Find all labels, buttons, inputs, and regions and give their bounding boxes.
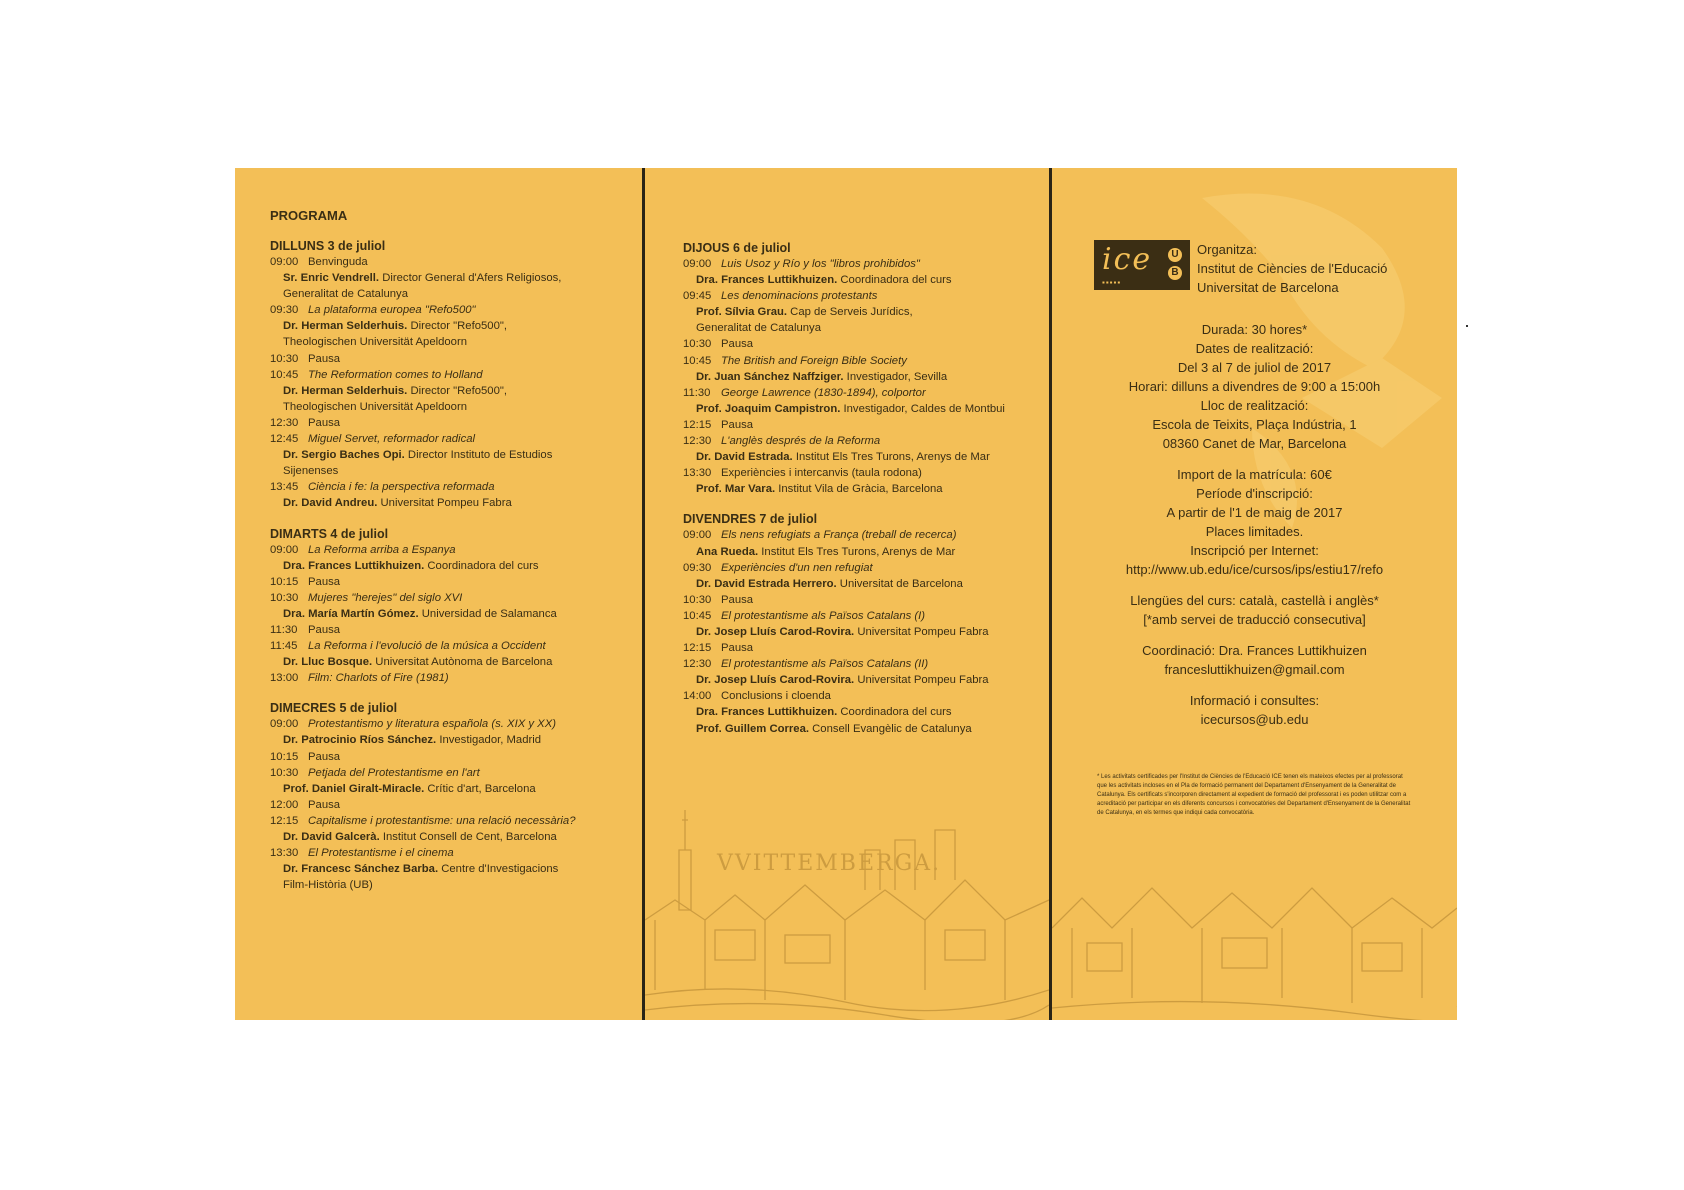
speaker-affiliation: Universitat Autònoma de Barcelona <box>372 656 553 669</box>
speaker-row <box>683 704 1049 720</box>
session-title: Capitalisme i protestantisme: una relació necessària? <box>308 814 576 827</box>
footnote: * Les activitats certificades per l'Institut de Ciències de l'Educació ICE tenen els mateixos efectes per al professorat que les activitats incloses en el Pla de formació permanent del Departament d'Ensenyament de la Generalitat de Catalunya. Els certificats s'incorporen directament al expedient de formació del professorat i es poden utilitzar com a acreditació per participar en els diferents concursos i convocatòries del Departament d'Ensenyament de la Generalitat de Catalunya, en els termes que indiqui cada convocatòria. <box>1097 774 1411 816</box>
logo-dots: ▪▪▪▪▪ <box>1102 278 1122 287</box>
session-row <box>270 797 642 813</box>
info-line: Horari: dilluns a divendres de 9:00 a 15:00h <box>1128 379 1381 394</box>
info-line: Import de la matrícula: 60€ <box>1177 467 1332 482</box>
info-line: Informació i consultes: <box>1189 693 1320 708</box>
speaker-row <box>270 334 642 350</box>
session-time: 10:45 <box>270 368 299 381</box>
speaker-name: Prof. Sílvia Grau. <box>696 306 788 319</box>
session-title: El protestantisme als Països Catalans (I) <box>721 609 926 622</box>
session-title: The Reformation comes to Holland <box>308 368 483 381</box>
session-time: 09:30 <box>270 304 299 317</box>
speaker-affiliation: Universitat de Barcelona <box>836 577 963 590</box>
session-title: El protestantisme als Països Catalans (II) <box>721 658 929 671</box>
session-title: Pausa <box>721 418 754 431</box>
speaker-name: Prof. Mar Vara. <box>696 483 776 496</box>
session-title: Pausa <box>308 750 341 763</box>
session-title: Conclusions i cloenda <box>721 690 831 703</box>
session-title: Mujeres "herejes" del siglo XVI <box>308 591 463 604</box>
spacer <box>1052 579 1457 591</box>
speaker-name: Ana Rueda. <box>696 545 759 558</box>
city-engraving <box>645 790 1049 1020</box>
speaker-name: Dra. Frances Luttikhuizen. <box>696 274 838 287</box>
session-row <box>270 431 642 447</box>
session-time: 10:15 <box>270 575 299 588</box>
session-title: La Reforma i l'evolució de la música a Occident <box>308 640 546 653</box>
university-name: Universitat de Barcelona <box>1197 280 1339 295</box>
speaker-name: Prof. Guillem Correa. <box>696 722 809 735</box>
speaker-affiliation: Universitat Pompeu Fabra <box>377 497 512 510</box>
programa-continued-content <box>645 168 1049 737</box>
speaker-row <box>683 721 1049 737</box>
speaker-name: Sr. Enric Vendrell. <box>283 272 380 285</box>
session-row <box>270 845 642 861</box>
session-row <box>270 574 642 590</box>
session-row <box>683 433 1049 449</box>
logo-ub-u: U <box>1168 248 1182 262</box>
session-time: 09:00 <box>270 256 299 268</box>
session-time: 09:00 <box>683 258 712 270</box>
session-title: Benvinguda <box>308 256 368 268</box>
info-line: Llengües del curs: català, castellà i anglès* <box>1130 593 1379 608</box>
session-title: Pausa <box>308 623 341 636</box>
speaker-row <box>270 286 642 302</box>
engraving-label: VVITTEMBERGA. <box>717 851 942 876</box>
spacer <box>1052 679 1457 691</box>
speaker-row <box>683 272 1049 288</box>
speaker-name: Dr. Juan Sánchez Naffziger. <box>696 370 844 383</box>
session-title: Pausa <box>308 416 341 429</box>
speaker-row <box>270 606 642 622</box>
session-row <box>683 560 1049 576</box>
speaker-affiliation: Sijenenses <box>283 465 339 478</box>
speaker-name: Dra. María Martín Gómez. <box>283 607 419 620</box>
speaker-affiliation: Generalitat de Catalunya <box>283 288 408 301</box>
session-title: George Lawrence (1830-1894), colportor <box>721 386 926 399</box>
speaker-row <box>270 270 642 286</box>
session-row <box>683 640 1049 656</box>
speaker-name: Dr. Herman Selderhuis. <box>283 384 408 397</box>
session-time: 09:30 <box>683 561 712 574</box>
speaker-row <box>270 463 642 479</box>
speaker-row <box>270 447 642 463</box>
speaker-name: Dr. Francesc Sánchez Barba. <box>283 863 439 876</box>
session-title: Miguel Servet, reformador radical <box>308 433 476 446</box>
session-time: 10:30 <box>270 352 299 365</box>
speaker-affiliation: Coordinadora del curs <box>837 274 952 287</box>
logo-text: ice <box>1102 242 1153 277</box>
session-row <box>270 716 642 732</box>
speaker-row <box>270 399 642 415</box>
speaker-name: Dr. Josep Lluís Carod-Rovira. <box>696 674 855 687</box>
speaker-affiliation: Investigador, Madrid <box>436 734 542 747</box>
speaker-row <box>683 624 1049 640</box>
info-line: Inscripció per Internet: <box>1190 543 1319 558</box>
session-row <box>683 385 1049 401</box>
info-line: francesluttikhuizen@gmail.com <box>1164 662 1345 677</box>
speaker-row <box>270 877 642 893</box>
session-row <box>270 590 642 606</box>
speaker-row <box>683 449 1049 465</box>
day-heading: DIJOUS 6 de juliol <box>683 241 791 255</box>
speaker-affiliation: Consell Evangèlic de Catalunya <box>809 722 972 735</box>
speaker-affiliation: Theologischen Universität Apeldoorn <box>283 336 467 349</box>
session-time: 09:00 <box>270 718 299 731</box>
institute-name: Institut de Ciències de l'Educació <box>1197 261 1388 276</box>
session-row <box>683 656 1049 672</box>
session-time: 13:30 <box>270 847 299 860</box>
session-row <box>270 765 642 781</box>
speaker-name: Dr. David Andreu. <box>283 497 378 510</box>
spacer <box>1052 629 1457 641</box>
speaker-row <box>270 654 642 670</box>
speaker-affiliation: Investigador, Sevilla <box>843 370 948 383</box>
speaker-affiliation: Universitat Pompeu Fabra <box>854 625 989 638</box>
session-row <box>270 749 642 765</box>
session-title: La Reforma arriba a Espanya <box>308 543 456 556</box>
session-title: Experiències d'un nen refugiat <box>721 561 873 574</box>
speaker-row <box>270 861 642 877</box>
session-title: La plataforma europea "Refo500" <box>308 304 476 317</box>
session-time: 09:00 <box>270 543 299 556</box>
session-row <box>270 622 642 638</box>
session-row <box>683 608 1049 624</box>
speaker-row <box>683 304 1049 320</box>
info-line: Període d'inscripció: <box>1196 486 1313 501</box>
day-heading: DIVENDRES 7 de juliol <box>683 512 818 527</box>
session-time: 11:30 <box>270 623 298 636</box>
speaker-affiliation: Institut Els Tres Turons, Arenys de Mar <box>792 451 990 464</box>
speaker-name: Dr. David Galcerà. <box>283 831 380 843</box>
speaker-name: Dr. David Estrada. <box>696 451 793 464</box>
session-row <box>270 351 642 367</box>
session-time: 10:30 <box>683 338 712 351</box>
session-time: 09:00 <box>683 529 712 542</box>
session-title: Pausa <box>721 338 754 351</box>
session-title: Pausa <box>721 642 754 655</box>
speaker-name: Prof. Daniel Giralt-Miracle. <box>283 782 425 795</box>
speaker-affiliation: Centre d'Investigacions <box>438 863 559 876</box>
speaker-name: Dra. Frances Luttikhuizen. <box>696 706 838 719</box>
session-row <box>683 527 1049 543</box>
speaker-name: Prof. Joaquim Campistron. <box>696 402 841 415</box>
session-title: Luis Usoz y Río y los "libros prohibidos" <box>721 258 920 270</box>
session-title: Les denominacions protestants <box>721 290 878 303</box>
session-row <box>683 688 1049 704</box>
session-time: 14:00 <box>683 690 712 703</box>
day-heading: DIMECRES 5 de juliol <box>270 701 398 716</box>
organizer <box>1052 240 1457 302</box>
session-time: 12:00 <box>270 798 299 811</box>
speaker-affiliation: Theologischen Universität Apeldoorn <box>283 400 467 413</box>
session-time: 12:15 <box>683 418 712 431</box>
session-title: Els nens refugiats a França (treball de recerca) <box>721 529 957 542</box>
speaker-name: Dr. Lluc Bosque. <box>283 656 373 669</box>
session-time: 11:45 <box>270 640 298 653</box>
session-row <box>683 288 1049 304</box>
speaker-affiliation: Institut Consell de Cent, Barcelona <box>379 831 557 843</box>
speaker-row <box>683 544 1049 560</box>
speaker-affiliation: Director General d'Afers Religiosos, <box>379 272 562 285</box>
session-time: 10:30 <box>683 593 712 606</box>
info-line: Escola de Teixits, Plaça Indústria, 1 <box>1152 417 1357 432</box>
info-line: Lloc de realització: <box>1200 398 1309 413</box>
session-row <box>270 813 642 829</box>
speaker-name: Dr. David Estrada Herrero. <box>696 577 837 590</box>
speaker-affiliation: Director Instituto de Estudios <box>404 449 553 462</box>
speaker-name: Dr. Josep Lluís Carod-Rovira. <box>696 625 855 638</box>
session-row <box>683 336 1049 352</box>
speaker-row <box>270 383 642 399</box>
info-line: Places limitades. <box>1205 524 1304 539</box>
session-title: Experiències i intercanvis (taula rodona) <box>721 467 922 480</box>
session-title: Protestantismo y literatura española (s. XIX y XX) <box>308 718 557 731</box>
stray-dot <box>1466 325 1468 327</box>
session-title: Ciència i fe: la perspectiva reformada <box>308 481 495 494</box>
session-row <box>270 367 642 383</box>
session-time: 10:30 <box>270 766 299 779</box>
speaker-affiliation: Universidad de Salamanca <box>418 607 557 620</box>
session-title: The British and Foreign Bible Society <box>721 354 907 367</box>
panel-programa-continued <box>645 168 1049 1020</box>
session-title: Pausa <box>308 575 341 588</box>
session-time: 12:15 <box>683 642 712 655</box>
session-title: L'anglès després de la Reforma <box>721 435 881 448</box>
info-line: [*amb servei de traducció consecutiva] <box>1143 612 1366 627</box>
session-title: Film: Charlots of Fire (1981) <box>308 672 449 685</box>
day-heading: DILLUNS 3 de juliol <box>270 239 386 253</box>
session-time: 12:15 <box>270 814 299 827</box>
session-row <box>270 638 642 654</box>
session-time: 12:30 <box>683 435 712 448</box>
session-row <box>683 592 1049 608</box>
speaker-row <box>270 558 642 574</box>
session-time: 10:45 <box>683 354 712 367</box>
speaker-row <box>683 369 1049 385</box>
info-line: A partir de l'1 de maig de 2017 <box>1166 505 1343 520</box>
brochure <box>235 168 1457 1020</box>
session-row <box>270 254 642 270</box>
speaker-row <box>270 318 642 334</box>
info-line: 08360 Canet de Mar, Barcelona <box>1162 436 1347 451</box>
spacer <box>1052 453 1457 465</box>
session-title: Pausa <box>721 593 754 606</box>
speaker-name: Dr. Patrocinio Ríos Sánchez. <box>283 734 437 747</box>
course-info <box>1052 320 1457 729</box>
speaker-affiliation: Film-Història (UB) <box>283 879 373 892</box>
panel-programa <box>235 168 642 1020</box>
session-time: 10:45 <box>683 609 712 622</box>
session-title: Petjada del Protestantisme en l'art <box>308 766 480 779</box>
session-row <box>683 353 1049 369</box>
session-time: 13:45 <box>270 481 299 494</box>
session-time: 13:00 <box>270 672 299 685</box>
speaker-affiliation: Cap de Serveis Jurídics, <box>787 306 913 319</box>
session-time: 10:15 <box>270 750 299 763</box>
organitza-label: Organitza: <box>1197 242 1257 257</box>
session-row <box>270 542 642 558</box>
session-title: Pausa <box>308 352 341 365</box>
session-row <box>270 479 642 495</box>
info-line: Dates de realització: <box>1195 341 1314 356</box>
info-line: Coordinació: Dra. Frances Luttikhuizen <box>1142 643 1367 658</box>
speaker-affiliation: Universitat Pompeu Fabra <box>854 674 989 687</box>
session-time: 12:30 <box>683 658 712 671</box>
programa-content <box>235 168 642 893</box>
session-time: 13:30 <box>683 467 712 480</box>
session-time: 11:30 <box>683 386 711 399</box>
session-row <box>683 256 1049 272</box>
speaker-affiliation: Institut Vila de Gràcia, Barcelona <box>775 483 943 496</box>
speaker-row <box>683 672 1049 688</box>
speaker-affiliation: Investigador, Caldes de Montbui <box>840 402 1005 415</box>
speaker-affiliation: Institut Els Tres Turons, Arenys de Mar <box>758 545 956 558</box>
speaker-name: Dr. Herman Selderhuis. <box>283 320 408 333</box>
session-time: 12:30 <box>270 416 299 429</box>
speaker-row <box>683 481 1049 497</box>
info-line: icecursos@ub.edu <box>1200 712 1309 727</box>
organizer-text <box>1197 240 1387 297</box>
session-time: 12:45 <box>270 433 299 446</box>
session-row <box>270 302 642 318</box>
info-content <box>1052 168 1457 818</box>
speaker-row <box>270 495 642 511</box>
session-time: 10:30 <box>270 591 299 604</box>
session-row <box>683 417 1049 433</box>
speaker-row <box>270 732 642 748</box>
speaker-row <box>683 401 1049 417</box>
ice-ub-logo <box>1094 240 1190 290</box>
info-line: Durada: 30 hores* <box>1201 322 1308 337</box>
logo-ub-b: B <box>1168 266 1182 280</box>
day-heading: DIMARTS 4 de juliol <box>270 526 389 541</box>
speaker-name: Dra. Frances Luttikhuizen. <box>283 559 425 572</box>
session-time: 09:45 <box>683 290 712 303</box>
session-title: Pausa <box>308 798 341 811</box>
info-line: Del 3 al 7 de juliol de 2017 <box>1177 360 1332 375</box>
speaker-affiliation: Director "Refo500", <box>407 384 508 397</box>
speaker-name: Dr. Sergio Baches Opi. <box>283 449 405 462</box>
speaker-affiliation: Director "Refo500", <box>407 320 508 333</box>
session-row <box>270 415 642 431</box>
speaker-row <box>683 320 1049 336</box>
programa-title: PROGRAMA <box>270 208 348 223</box>
speaker-affiliation: Crític d'art, Barcelona <box>424 782 536 795</box>
speaker-row <box>683 576 1049 592</box>
speaker-affiliation: Generalitat de Catalunya <box>696 322 821 335</box>
speaker-affiliation: Coordinadora del curs <box>424 559 539 572</box>
session-row <box>270 670 642 686</box>
speaker-affiliation: Coordinadora del curs <box>837 706 952 719</box>
panel-info <box>1052 168 1457 1020</box>
speaker-row <box>270 781 642 797</box>
session-title: El Protestantisme i el cinema <box>308 847 454 860</box>
speaker-row <box>270 829 642 845</box>
session-row <box>683 465 1049 481</box>
info-line: http://www.ub.edu/ice/cursos/ips/estiu17/refo <box>1125 562 1384 577</box>
